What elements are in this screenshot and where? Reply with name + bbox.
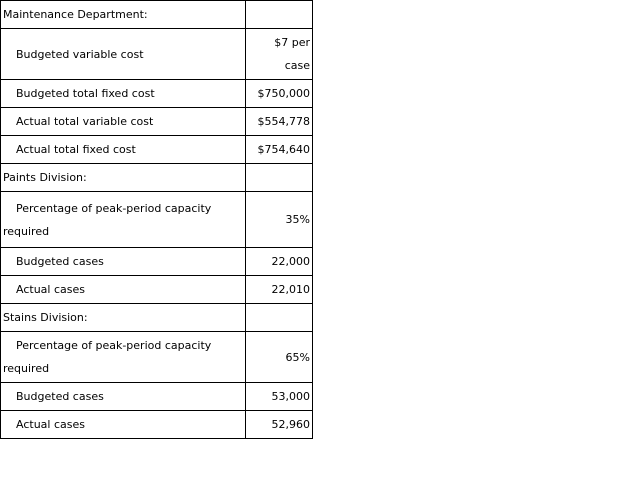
stains-peak-capacity-value: 65%	[246, 332, 313, 383]
table-row	[1, 383, 313, 411]
actual-total-fixed-cost-label: Actual total fixed cost	[16, 143, 136, 156]
table-row	[1, 136, 313, 164]
stains-actual-cases-label-cell	[1, 411, 246, 439]
paints-peak-capacity-label-cell	[1, 192, 246, 248]
paints-peak-capacity-label-line1: Percentage of peak-period capacity	[16, 201, 212, 215]
empty-cell	[246, 164, 313, 192]
table-row	[1, 80, 313, 108]
actual-total-fixed-cost-value: $754,640	[246, 136, 313, 164]
budgeted-variable-cost-label: Budgeted variable cost	[16, 47, 144, 61]
paints-heading: Paints Division:	[1, 164, 246, 192]
actual-total-variable-cost-label-cell	[1, 108, 246, 136]
table-row	[1, 411, 313, 439]
stains-actual-cases-value: 52,960	[246, 411, 313, 439]
budgeted-total-fixed-cost-value: $750,000	[246, 80, 313, 108]
table-row	[1, 248, 313, 276]
maintenance-heading: Maintenance Department:	[1, 1, 246, 29]
paints-actual-cases-value: 22,010	[246, 276, 313, 304]
stains-budgeted-cases-label: Budgeted cases	[16, 390, 104, 403]
actual-total-variable-cost-value: $554,778	[246, 108, 313, 136]
table-row	[1, 29, 313, 80]
budgeted-total-fixed-cost-label: Budgeted total fixed cost	[16, 87, 155, 100]
paints-actual-cases-label: Actual cases	[16, 283, 85, 296]
stains-peak-capacity-label-line2: required	[3, 362, 50, 375]
paints-peak-capacity-label-line2: required	[3, 224, 50, 238]
budgeted-variable-cost-value: $7 per case	[246, 29, 313, 80]
table-row	[1, 332, 313, 383]
paints-actual-cases-label-cell	[1, 276, 246, 304]
stains-actual-cases-label: Actual cases	[16, 418, 85, 431]
table-row	[1, 304, 313, 332]
table-row	[1, 164, 313, 192]
cost-data-table	[0, 0, 313, 439]
table-row	[1, 1, 313, 29]
table-row	[1, 108, 313, 136]
budgeted-total-fixed-cost-label-cell	[1, 80, 246, 108]
paints-budgeted-cases-value: 22,000	[246, 248, 313, 276]
stains-heading: Stains Division:	[1, 304, 246, 332]
paints-budgeted-cases-label: Budgeted cases	[16, 255, 104, 268]
stains-peak-capacity-label-cell	[1, 332, 246, 383]
actual-total-fixed-cost-label-cell	[1, 136, 246, 164]
stains-budgeted-cases-value: 53,000	[246, 383, 313, 411]
stains-budgeted-cases-label-cell	[1, 383, 246, 411]
empty-cell	[246, 304, 313, 332]
table-row	[1, 192, 313, 248]
empty-cell	[246, 1, 313, 29]
budgeted-variable-cost-label-cell	[1, 29, 246, 80]
table-row	[1, 276, 313, 304]
stains-peak-capacity-label-line1: Percentage of peak-period capacity	[16, 339, 212, 352]
actual-total-variable-cost-label: Actual total variable cost	[16, 115, 154, 128]
paints-peak-capacity-value: 35%	[246, 192, 313, 248]
paints-budgeted-cases-label-cell	[1, 248, 246, 276]
